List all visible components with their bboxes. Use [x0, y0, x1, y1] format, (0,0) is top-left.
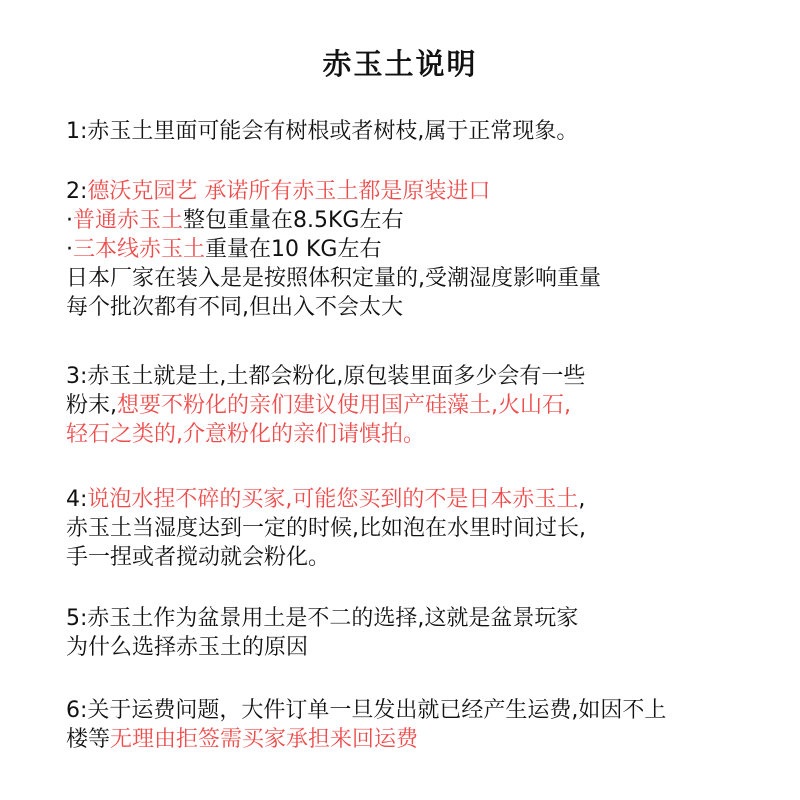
- body-text: 粉末,: [66, 393, 117, 418]
- body-text: 3:赤玉土就是土,土都会粉化,原包装里面多少会有一些: [66, 364, 586, 389]
- text-line: [66, 420, 425, 450]
- page-title: 赤玉土说明: [322, 47, 478, 81]
- body-text: 为什么选择赤玉土的原因: [66, 635, 309, 660]
- text-line: [66, 235, 381, 265]
- body-text: 赤玉土当湿度达到一定的时候,比如泡在水里时间过长,: [66, 516, 586, 541]
- text-line: [66, 543, 330, 573]
- body-text: 每个批次都有不同,但出入不会太大: [66, 295, 403, 320]
- body-text: 整包重量在8.5KG左右: [183, 208, 404, 233]
- body-text: ,: [578, 487, 586, 512]
- body-text: 6:关于运费问题，大件订单一旦发出就已经产生运费,如因不上: [66, 698, 667, 723]
- body-text: 重量在10 KG左右: [205, 237, 382, 262]
- text-line: [66, 117, 578, 147]
- body-text: 楼等: [66, 727, 111, 752]
- text-line: [66, 696, 666, 726]
- text-line: [66, 633, 308, 663]
- highlighted-text: 想要不粉化的亲们建议使用国产硅藻土,火山石,: [117, 393, 571, 418]
- highlighted-text: 说泡水捏不碎的买家,可能您买到的不是日本赤玉土: [87, 487, 579, 512]
- highlighted-text: 三本线赤玉土: [73, 237, 206, 262]
- text-line: [66, 725, 418, 755]
- text-line: [66, 362, 585, 392]
- body-text: ·: [66, 208, 73, 233]
- highlighted-text: 无理由拒签需买家承担来回运费: [110, 727, 419, 752]
- highlighted-text: 普通赤玉土: [73, 208, 184, 233]
- text-line: [66, 604, 578, 634]
- text-line: [66, 514, 586, 544]
- text-line: [66, 206, 403, 236]
- text-line: [66, 177, 490, 207]
- body-text: ·: [66, 237, 73, 262]
- text-line: [66, 485, 585, 515]
- body-text: 4:: [66, 487, 88, 512]
- body-text: 手一捏或者搅动就会粉化。: [66, 545, 331, 570]
- body-text: 5:赤玉土作为盆景用土是不二的选择,这就是盆景玩家: [66, 606, 579, 631]
- body-text: 日本厂家在装入是是按照体积定量的,受潮湿度影响重量: [66, 266, 601, 291]
- text-line: [66, 293, 403, 323]
- highlighted-text: 轻石之类的,介意粉化的亲们请慎拍。: [66, 422, 425, 447]
- text-line: [66, 264, 601, 294]
- body-text: 1:赤玉土里面可能会有树根或者树枝,属于正常现象。: [66, 119, 579, 144]
- text-line: [66, 391, 571, 421]
- highlighted-text: 德沃克园艺 承诺所有赤玉土都是原装进口: [87, 179, 491, 204]
- body-text: 2:: [66, 179, 88, 204]
